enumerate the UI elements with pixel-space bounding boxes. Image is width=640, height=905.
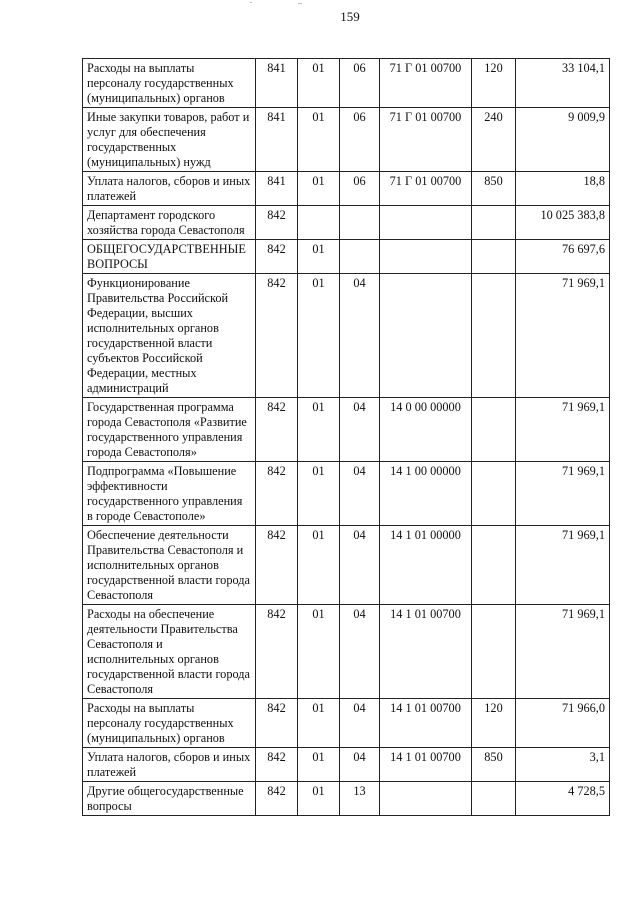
target-article-cell: 14 0 00 00000 [380, 398, 472, 462]
subsection-code-cell [340, 206, 380, 240]
admin-code-cell: 842 [256, 526, 298, 605]
expense-type-cell [472, 398, 516, 462]
section-code-cell: 01 [298, 605, 340, 699]
admin-code-cell: 842 [256, 748, 298, 782]
expense-type-cell [472, 605, 516, 699]
table-row [83, 748, 610, 782]
amount-cell: 3,1 [516, 748, 610, 782]
section-code-cell: 01 [298, 398, 340, 462]
section-code-cell: 01 [298, 748, 340, 782]
amount-cell: 76 697,6 [516, 240, 610, 274]
subsection-code-cell: 04 [340, 398, 380, 462]
table-row [83, 782, 610, 816]
amount-cell: 71 969,1 [516, 274, 610, 398]
subsection-code-cell [340, 240, 380, 274]
admin-code-cell: 841 [256, 108, 298, 172]
table-row [83, 398, 610, 462]
subsection-code-cell: 04 [340, 526, 380, 605]
section-code-cell: 01 [298, 59, 340, 108]
expense-name-cell: ОБЩЕГОСУДАРСТВЕННЫЕ ВОПРОСЫ [83, 240, 256, 274]
budget-table-body [83, 59, 610, 816]
section-code-cell: 01 [298, 240, 340, 274]
scan-speck-left [250, 2, 252, 3]
subsection-code-cell: 04 [340, 274, 380, 398]
target-article-cell [380, 274, 472, 398]
section-code-cell: 01 [298, 782, 340, 816]
section-code-cell: 01 [298, 526, 340, 605]
target-article-cell: 14 1 01 00000 [380, 526, 472, 605]
expense-type-cell: 850 [472, 748, 516, 782]
expense-type-cell [472, 782, 516, 816]
table-row [83, 240, 610, 274]
table-row [83, 172, 610, 206]
admin-code-cell: 842 [256, 206, 298, 240]
target-article-cell: 71 Г 01 00700 [380, 59, 472, 108]
target-article-cell [380, 782, 472, 816]
section-code-cell: 01 [298, 172, 340, 206]
scan-speck-top [298, 3, 302, 4]
amount-cell: 71 969,1 [516, 462, 610, 526]
table-row [83, 274, 610, 398]
expense-name-cell: Государственная программа города Севастополя «Развитие государственного управления города Севастополя» [83, 398, 256, 462]
expense-type-cell: 240 [472, 108, 516, 172]
table-row [83, 59, 610, 108]
amount-cell: 71 969,1 [516, 398, 610, 462]
subsection-code-cell: 04 [340, 605, 380, 699]
table-row [83, 605, 610, 699]
admin-code-cell: 842 [256, 782, 298, 816]
target-article-cell [380, 206, 472, 240]
expense-name-cell: Функционирование Правительства Российской Федерации, высших исполнительных органов государственной власти субъектов Российской Федерации, местных администраций [83, 274, 256, 398]
expense-type-cell [472, 274, 516, 398]
subsection-code-cell: 04 [340, 462, 380, 526]
amount-cell: 71 969,1 [516, 605, 610, 699]
amount-cell: 10 025 383,8 [516, 206, 610, 240]
amount-cell: 18,8 [516, 172, 610, 206]
section-code-cell [298, 206, 340, 240]
expense-name-cell: Расходы на выплаты персоналу государственных (муниципальных) органов [83, 59, 256, 108]
amount-cell: 9 009,9 [516, 108, 610, 172]
subsection-code-cell: 06 [340, 59, 380, 108]
admin-code-cell: 841 [256, 59, 298, 108]
admin-code-cell: 842 [256, 274, 298, 398]
expense-type-cell [472, 526, 516, 605]
target-article-cell: 71 Г 01 00700 [380, 172, 472, 206]
expense-name-cell: Уплата налогов, сборов и иных платежей [83, 172, 256, 206]
expense-name-cell: Обеспечение деятельности Правительства Севастополя и исполнительных органов государственной власти города Севастополя [83, 526, 256, 605]
table-row [83, 108, 610, 172]
section-code-cell: 01 [298, 462, 340, 526]
expense-type-cell: 120 [472, 699, 516, 748]
expense-type-cell: 850 [472, 172, 516, 206]
target-article-cell: 14 1 01 00700 [380, 605, 472, 699]
subsection-code-cell: 06 [340, 172, 380, 206]
subsection-code-cell: 06 [340, 108, 380, 172]
expense-name-cell: Департамент городского хозяйства города Севастополя [83, 206, 256, 240]
expense-type-cell [472, 240, 516, 274]
target-article-cell: 14 1 01 00700 [380, 699, 472, 748]
expense-type-cell [472, 462, 516, 526]
table-row [83, 526, 610, 605]
amount-cell: 71 969,1 [516, 526, 610, 605]
admin-code-cell: 842 [256, 605, 298, 699]
admin-code-cell: 842 [256, 398, 298, 462]
admin-code-cell: 842 [256, 462, 298, 526]
section-code-cell: 01 [298, 108, 340, 172]
amount-cell: 4 728,5 [516, 782, 610, 816]
table-row [83, 699, 610, 748]
expense-type-cell: 120 [472, 59, 516, 108]
table-row [83, 462, 610, 526]
amount-cell: 71 966,0 [516, 699, 610, 748]
expense-name-cell: Расходы на обеспечение деятельности Правительства Севастополя и исполнительных органов государственной власти города Севастополя [83, 605, 256, 699]
target-article-cell: 71 Г 01 00700 [380, 108, 472, 172]
expense-name-cell: Уплата налогов, сборов и иных платежей [83, 748, 256, 782]
admin-code-cell: 842 [256, 699, 298, 748]
section-code-cell: 01 [298, 274, 340, 398]
subsection-code-cell: 04 [340, 699, 380, 748]
section-code-cell: 01 [298, 699, 340, 748]
expense-name-cell: Иные закупки товаров, работ и услуг для обеспечения государственных (муниципальных) нужд [83, 108, 256, 172]
budget-table [82, 58, 610, 816]
table-row [83, 206, 610, 240]
subsection-code-cell: 13 [340, 782, 380, 816]
expense-name-cell: Подпрограмма «Повышение эффективности государственного управления в городе Севастополе» [83, 462, 256, 526]
admin-code-cell: 842 [256, 240, 298, 274]
expense-type-cell [472, 206, 516, 240]
page-number: 159 [340, 9, 360, 24]
subsection-code-cell: 04 [340, 748, 380, 782]
expense-name-cell: Расходы на выплаты персоналу государственных (муниципальных) органов [83, 699, 256, 748]
target-article-cell [380, 240, 472, 274]
admin-code-cell: 841 [256, 172, 298, 206]
expense-name-cell: Другие общегосударственные вопросы [83, 782, 256, 816]
target-article-cell: 14 1 01 00700 [380, 748, 472, 782]
amount-cell: 33 104,1 [516, 59, 610, 108]
target-article-cell: 14 1 00 00000 [380, 462, 472, 526]
